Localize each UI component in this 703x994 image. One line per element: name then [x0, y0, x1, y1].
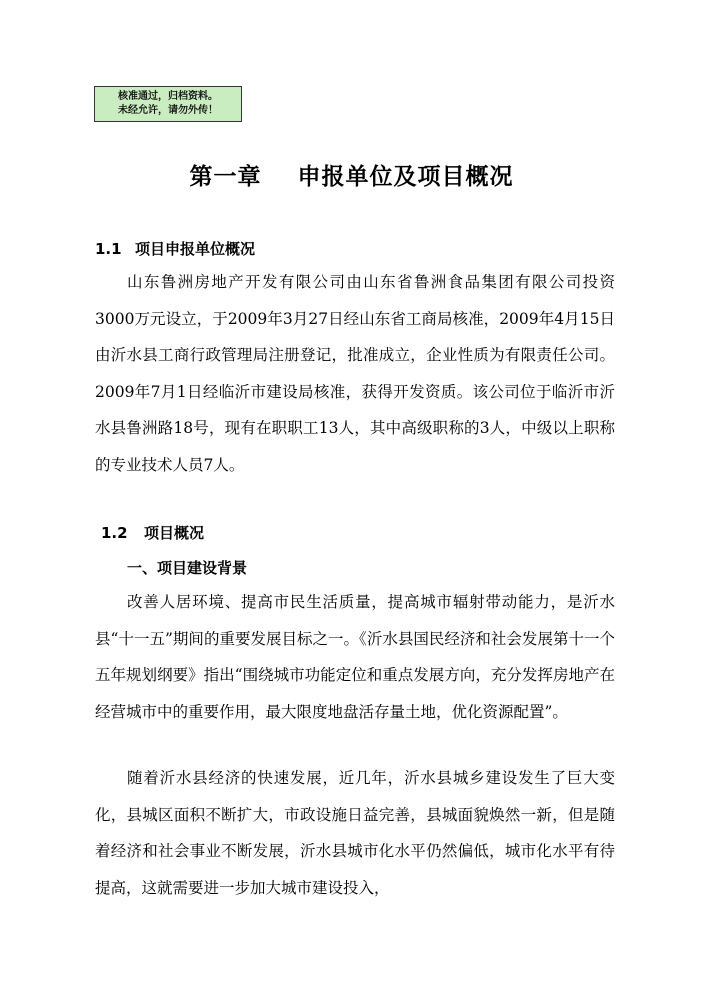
section-number: 1.2 [101, 524, 128, 542]
section-1-2-paragraph-2: 随着沂水县经济的快速发展，近几年，沂水县城乡建设发生了巨大变化，县城区面积不断扩大，市政设施日益完善，县城面貌焕然一新，但是随着经济和社会事业不断发展，沂水县城市化水平仍然偏低，城市化水平有待提高，这就需要进一步加大城市建设投入， [95, 769, 615, 897]
subheading-project-background: 一、项目建设背景 [127, 559, 248, 577]
section-title: 项目概况 [144, 524, 205, 542]
approval-stamp [94, 86, 242, 122]
section-1-2-heading [101, 522, 204, 543]
section-1-1-heading [95, 238, 255, 259]
section-1-1-paragraph: 山东鲁洲房地产开发有限公司由山东省鲁洲食品集团有限公司投资3000万元设立，于2009年3月27日经山东省工商局核准，2009年4月15日由沂水县工商行政管理局注册登记，批准成立，企业性质为有限责任公司。2009年7月1日经临沂市建设局核准，获得开发资质。该公司位于临沂市沂水县鲁洲路18号，现有在职职工13人，其中高级职称的3人，中级以上职称的专业技术人员7人。 [95, 273, 615, 474]
section-1-2-paragraph-1: 改善人居环境、提高市民生活质量，提高城市辐射带动能力，是沂水县“十一五”期间的重要发展目标之一。《沂水县国民经济和社会发展第十一个五年规划纲要》指出“围绕城市功能定位和重点发展方向，充分发挥房地产在经营城市中的重要作用，最大限度地盘活存量土地，优化资源配置”。 [95, 593, 615, 721]
section-number: 1.1 [95, 240, 122, 258]
stamp-line-1: 核准通过，归档资料。 [118, 91, 218, 102]
stamp-line-2: 未经允许，请勿外传！ [118, 105, 218, 116]
section-title: 项目申报单位概况 [135, 240, 256, 258]
chapter-title: 第一章 申报单位及项目概况 [189, 164, 514, 190]
